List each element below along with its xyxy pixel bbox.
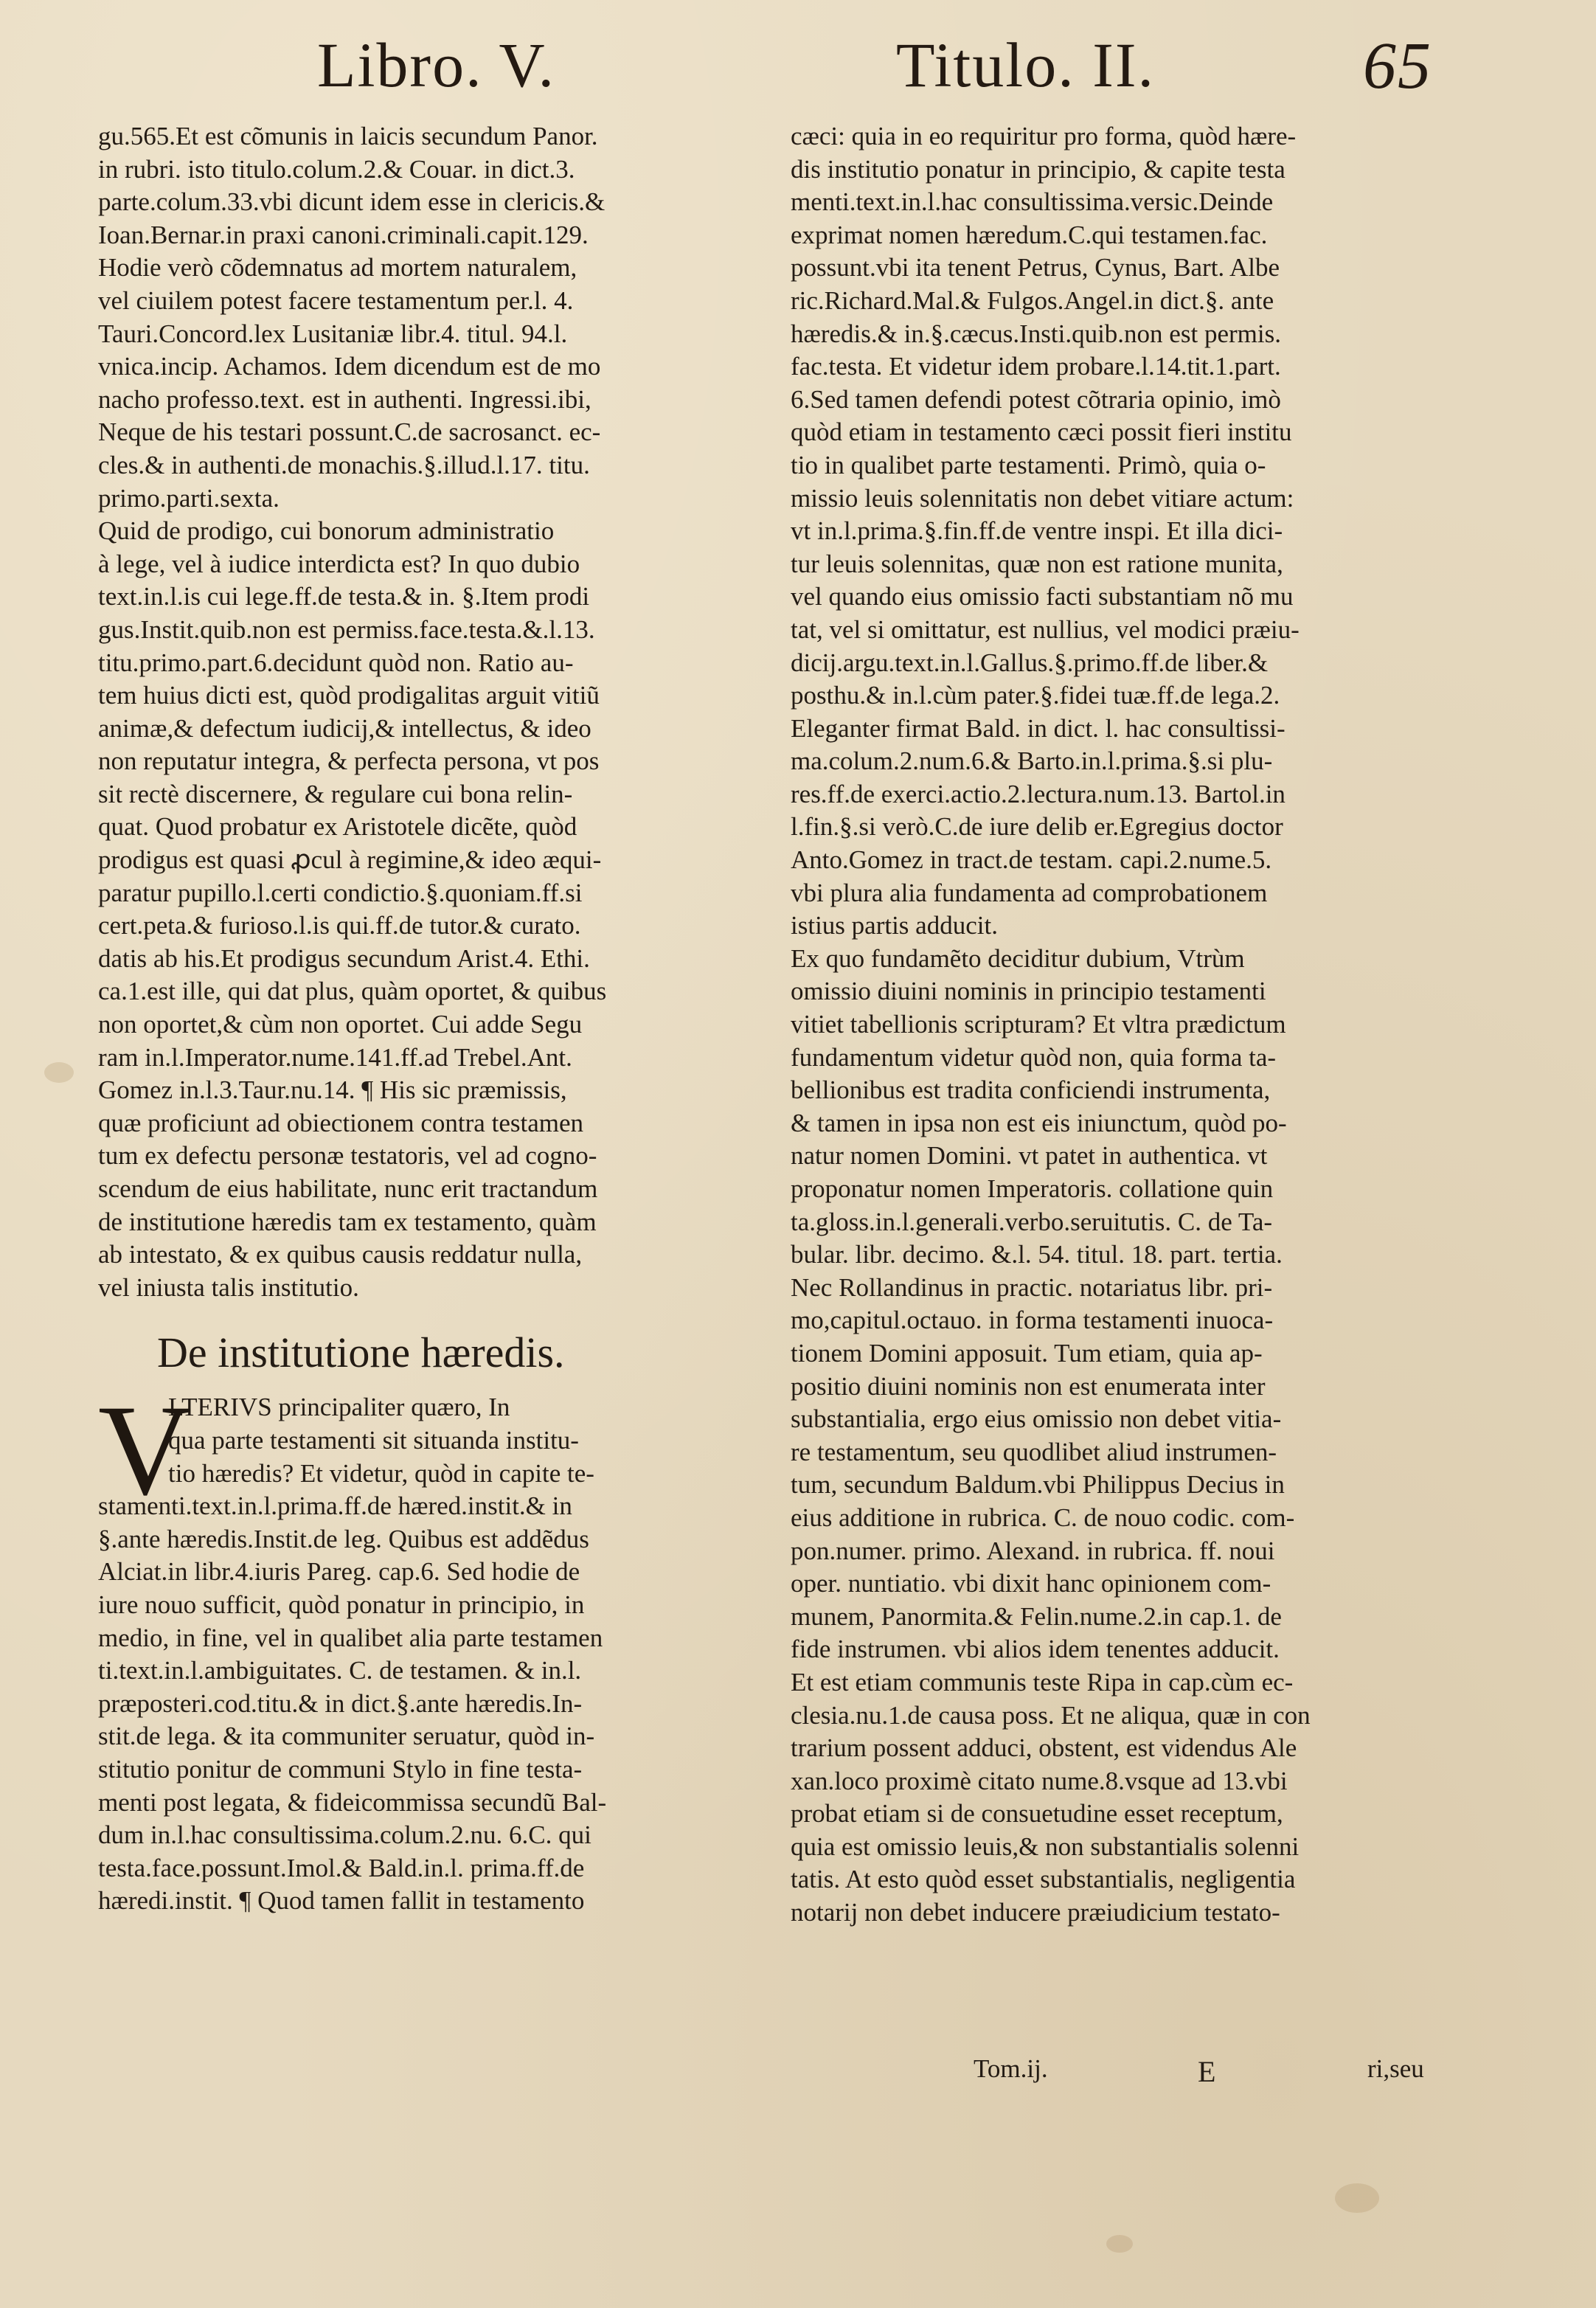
text-line: trarium possent adduci, obstent, est videndus Ale	[791, 1733, 1297, 1763]
text-line: fide instrumen. vbi alios idem tenentes adducit.	[791, 1635, 1280, 1664]
catchword: ri,seu	[1367, 2054, 1424, 2083]
text-line: Nec Rollandinus in practic. notariatus libr. pri-	[791, 1272, 1273, 1302]
text-line: Ioan.Bernar.in praxi canoni.criminali.capit.129.	[98, 220, 589, 249]
text-line: cert.peta.& furioso.l.is qui.ff.de tutor.& curato.	[98, 911, 581, 940]
left-column	[98, 120, 741, 1918]
text-line: vel quando eius omissio facti substantiam nõ mu	[791, 582, 1294, 611]
text-line: vnica.incip. Achamos. Idem dicendum est de mo	[98, 352, 601, 381]
text-line: Neque de his testari possunt.C.de sacrosanct. ec-	[98, 417, 601, 447]
text-line: Eleganter firmat Bald. in dict. l. hac consultissi-	[791, 713, 1286, 743]
text-line: quòd etiam in testamento cæci possit fieri institu	[791, 417, 1292, 447]
section-heading: De institutione hæredis.	[157, 1328, 565, 1377]
text-line: 6.Sed tamen defendi potest cõtraria opinio, imò	[791, 384, 1281, 414]
text-line: omissio diuini nominis in principio testamenti	[791, 977, 1266, 1006]
text-line: ma.colum.2.num.6.& Barto.in.l.prima.§.si plu-	[791, 746, 1273, 776]
text-line: ta.gloss.in.l.generali.verbo.seruitutis. C. de Ta-	[791, 1207, 1273, 1236]
text-line: præposteri.cod.titu.& in dict.§.ante hæredis.In-	[98, 1688, 583, 1718]
volume-signature: Tom.ij.	[974, 2054, 1048, 2083]
text-line: medio, in fine, vel in qualibet alia parte testamen	[98, 1623, 603, 1652]
text-line: cæci: quia in eo requiritur pro forma, quòd hære-	[791, 122, 1297, 150]
text-line: ram in.l.Imperator.nume.141.ff.ad Trebel.Ant.	[98, 1042, 572, 1072]
left-column-text	[98, 120, 741, 1304]
text-line: positio diuini nominis non est enumerata inter	[791, 1371, 1266, 1401]
text-line: qua parte testamenti sit situanda institu-	[168, 1425, 579, 1455]
text-line: Quid de prodigo, cui bonorum administratio	[98, 516, 555, 546]
text-line: sit rectè discernere, & regulare cui bona relin-	[98, 779, 573, 808]
text-line: exprimat nomen hæredum.C.qui testamen.fac.	[791, 220, 1268, 249]
text-line: Tauri.Concord.lex Lusitaniæ libr.4. titul. 94.l.	[98, 319, 568, 348]
text-line: non oportet,& cùm non oportet. Cui adde Segu	[98, 1010, 583, 1039]
text-line: text.in.l.is cui lege.ff.de testa.& in. §.Item prodi	[98, 582, 590, 611]
drop-cap: V	[98, 1379, 192, 1523]
running-header	[0, 28, 1596, 109]
text-line: eius additione in rubrica. C. de nouo codic. com-	[791, 1503, 1295, 1532]
text-line: stit.de lega. & ita communiter seruatur, quòd in-	[98, 1722, 595, 1751]
text-line: stitutio ponitur de communi Stylo in fine testa-	[98, 1754, 583, 1784]
text-line: nacho professo.text. est in authenti. Ingressi.ibi,	[98, 384, 591, 414]
text-line: prodigus est quasi ꝓcul à regimine,& ideo æqui-	[98, 845, 602, 875]
text-line: l.fin.§.si verò.C.de iure delib er.Egregius doctor	[791, 812, 1283, 842]
text-line: dicij.argu.text.in.l.Gallus.§.primo.ff.de liber.&	[791, 648, 1269, 677]
text-line: titu.primo.part.6.decidunt quòd non. Ratio au-	[98, 648, 574, 677]
text-line: tur leuis solennitas, quæ non est ratione munita,	[791, 549, 1283, 578]
text-line: scendum de eius habilitate, nunc erit tractandum	[98, 1174, 598, 1203]
stain	[1106, 2235, 1133, 2253]
book-title: Libro. V.	[317, 30, 556, 100]
text-line: dis institutio ponatur in principio, & capite testa	[791, 154, 1286, 184]
text-line: Anto.Gomez in tract.de testam. capi.2.nume.5.	[791, 845, 1272, 875]
text-line: tatis. At esto quòd esset substantialis, negligentia	[791, 1865, 1296, 1894]
text-line: vitiet tabellionis scripturam? Et vltra prædictum	[791, 1010, 1286, 1039]
text-line: tio in qualibet parte testamenti. Primò, quia o-	[791, 450, 1266, 479]
text-line: vt in.l.prima.§.fin.ff.de ventre inspi. Et illa dici-	[791, 516, 1283, 546]
text-line: datis ab his.Et prodigus secundum Arist.4. Ethi.	[98, 943, 590, 973]
text-line: probat etiam si de consuetudine esset receptum,	[791, 1799, 1283, 1829]
text-line: Alciat.in libr.4.iuris Pareg. cap.6. Sed hodie de	[98, 1557, 580, 1587]
text-line: à lege, vel à iudice interdicta est? In quo dubio	[98, 549, 580, 578]
text-line: istius partis adducit.	[791, 911, 998, 940]
left-column-continuation	[98, 1490, 741, 1918]
text-line: in rubri. isto titulo.colum.2.& Couar. in dict.3.	[98, 154, 575, 184]
page-number: 65	[1363, 30, 1432, 103]
text-line: clesia.nu.1.de causa poss. Et ne aliqua, quæ in con	[791, 1700, 1311, 1730]
text-line: tem huius dicti est, quòd prodigalitas arguit vitiũ	[98, 681, 600, 710]
text-line: substantialia, ergo eius omissio non debet vitia-	[791, 1404, 1282, 1434]
gathering-mark: E	[1198, 2055, 1216, 2088]
text-line: res.ff.de exerci.actio.2.lectura.num.13. Bartol.in	[791, 779, 1286, 808]
chapter-title: Titulo. II.	[896, 30, 1155, 100]
text-line: Gomez in.l.3.Taur.nu.14. ¶ His sic præmissis,	[98, 1075, 567, 1105]
text-line: gu.565.Et est cõmunis in laicis secundum Panor.	[98, 122, 598, 150]
text-line: stamenti.text.in.l.prima.ff.de hæred.instit.& in	[98, 1491, 572, 1521]
text-line: tum, secundum Baldum.vbi Philippus Decius in	[791, 1470, 1285, 1500]
text-line: pon.numer. primo. Alexand. in rubrica. ff. noui	[791, 1536, 1275, 1565]
text-line: LTERIVS principaliter quæro, In	[168, 1393, 510, 1422]
text-line: re testamentum, seu quodlibet aliud instrumen-	[791, 1437, 1277, 1466]
text-line: vel iniusta talis institutio.	[98, 1272, 359, 1302]
text-line: iure nouo sufficit, quòd ponatur in principio, in	[98, 1590, 585, 1619]
text-line: paratur pupillo.l.certi condictio.§.quoniam.ff.si	[98, 878, 583, 907]
text-line: ti.text.in.l.ambiguitates. C. de testamen. & in.l.	[98, 1656, 582, 1685]
stain	[1335, 2183, 1379, 2213]
text-line: Et est etiam communis teste Ripa in cap.cùm ec-	[791, 1667, 1294, 1697]
text-line: tum ex defectu personæ testatoris, vel ad cogno-	[98, 1141, 597, 1171]
text-line: ab intestato, & ex quibus causis reddatur nulla,	[98, 1240, 583, 1269]
text-line: cles.& in authenti.de monachis.§.illud.l.17. titu.	[98, 450, 590, 479]
text-line: testa.face.possunt.Imol.& Bald.in.l. prima.ff.de	[98, 1853, 585, 1882]
text-line: bellionibus est tradita conficiendi instrumenta,	[791, 1075, 1271, 1105]
text-line: oper. nuntiatio. vbi dixit hanc opinionem com-	[791, 1569, 1271, 1598]
stain	[44, 1062, 74, 1083]
text-line: hæredi.instit. ¶ Quod tamen fallit in testamento	[98, 1886, 585, 1916]
text-line: hæredis.& in.§.cæcus.Insti.quib.non est permis.	[791, 319, 1281, 348]
text-line: tio hæredis? Et videtur, quòd in capite te-	[168, 1458, 594, 1488]
right-column-text	[791, 120, 1448, 1930]
text-line: fundamentum videtur quòd non, quia forma ta-	[791, 1042, 1277, 1072]
right-column	[791, 120, 1448, 1930]
text-line: ca.1.est ille, qui dat plus, quàm oportet, & quibus	[98, 977, 607, 1006]
page-footer	[791, 2054, 1448, 2091]
text-line: fac.testa. Et videtur idem probare.l.14.tit.1.part.	[791, 352, 1281, 381]
text-line: natur nomen Domini. vt patet in authentica. vt	[791, 1141, 1268, 1171]
drop-cap-lines	[98, 1391, 741, 1490]
text-line: quat. Quod probatur ex Aristotele dicẽte, quòd	[98, 812, 577, 842]
text-line: dum in.l.hac consultissima.colum.2.nu. 6.C. qui	[98, 1820, 591, 1850]
text-line: posthu.& in.l.cùm pater.§.fidei tuæ.ff.de lega.2.	[791, 681, 1280, 710]
text-line: munem, Panormita.& Felin.nume.2.in cap.1. de	[791, 1601, 1282, 1631]
text-line: Ex quo fundamẽto deciditur dubium, Vtrùm	[791, 943, 1245, 973]
text-line: possunt.vbi ita tenent Petrus, Cynus, Bart. Albe	[791, 253, 1280, 283]
text-line: menti.text.in.l.hac consultissima.versic.Deinde	[791, 187, 1274, 217]
text-line: proponatur nomen Imperatoris. collatione quin	[791, 1174, 1274, 1203]
text-line: tat, vel si omittatur, est nullius, vel modici præiu-	[791, 614, 1300, 644]
text-line: missio leuis solennitatis non debet vitiare actum:	[791, 483, 1294, 513]
text-line: §.ante hæredis.Instit.de leg. Quibus est addẽdus	[98, 1524, 589, 1553]
text-line: vbi plura alia fundamenta ad comprobationem	[791, 878, 1268, 907]
text-line: quæ proficiunt ad obiectionem contra testamen	[98, 1108, 583, 1137]
text-line: tionem Domini apposuit. Tum etiam, quia ap-	[791, 1338, 1263, 1368]
text-line: bular. libr. decimo. &.l. 54. titul. 18. part. tertia.	[791, 1240, 1283, 1269]
text-line: vel ciuilem potest facere testamentum per.l. 4.	[98, 285, 574, 315]
text-line: gus.Instit.quib.non est permiss.face.testa.&.l.13.	[98, 614, 595, 644]
text-line: parte.colum.33.vbi dicunt idem esse in clericis.&	[98, 187, 606, 217]
text-line: mo,capitul.octauo. in forma testamenti inuoca-	[791, 1306, 1274, 1335]
text-line: de institutione hæredis tam ex testamento, quàm	[98, 1207, 597, 1236]
text-line: xan.loco proximè citato nume.8.vsque ad 13.vbi	[791, 1766, 1288, 1795]
text-line: non reputatur integra, & perfecta persona, vt pos	[98, 746, 600, 776]
text-line: notarij non debet inducere præiudicium testato-	[791, 1898, 1280, 1927]
text-line: ric.Richard.Mal.& Fulgos.Angel.in dict.§. ante	[791, 285, 1274, 315]
text-line: animæ,& defectum iudicij,& intellectus, & ideo	[98, 713, 591, 743]
text-line: primo.parti.sexta.	[98, 483, 280, 513]
text-line: Hodie verò cõdemnatus ad mortem naturalem,	[98, 253, 577, 283]
text-line: & tamen in ipsa non est eis iniunctum, quòd po-	[791, 1108, 1287, 1137]
text-line: quia est omissio leuis,& non substantialis solenni	[791, 1832, 1300, 1861]
text-line: menti post legata, & fideicommissa secundũ Bal-	[98, 1787, 607, 1817]
